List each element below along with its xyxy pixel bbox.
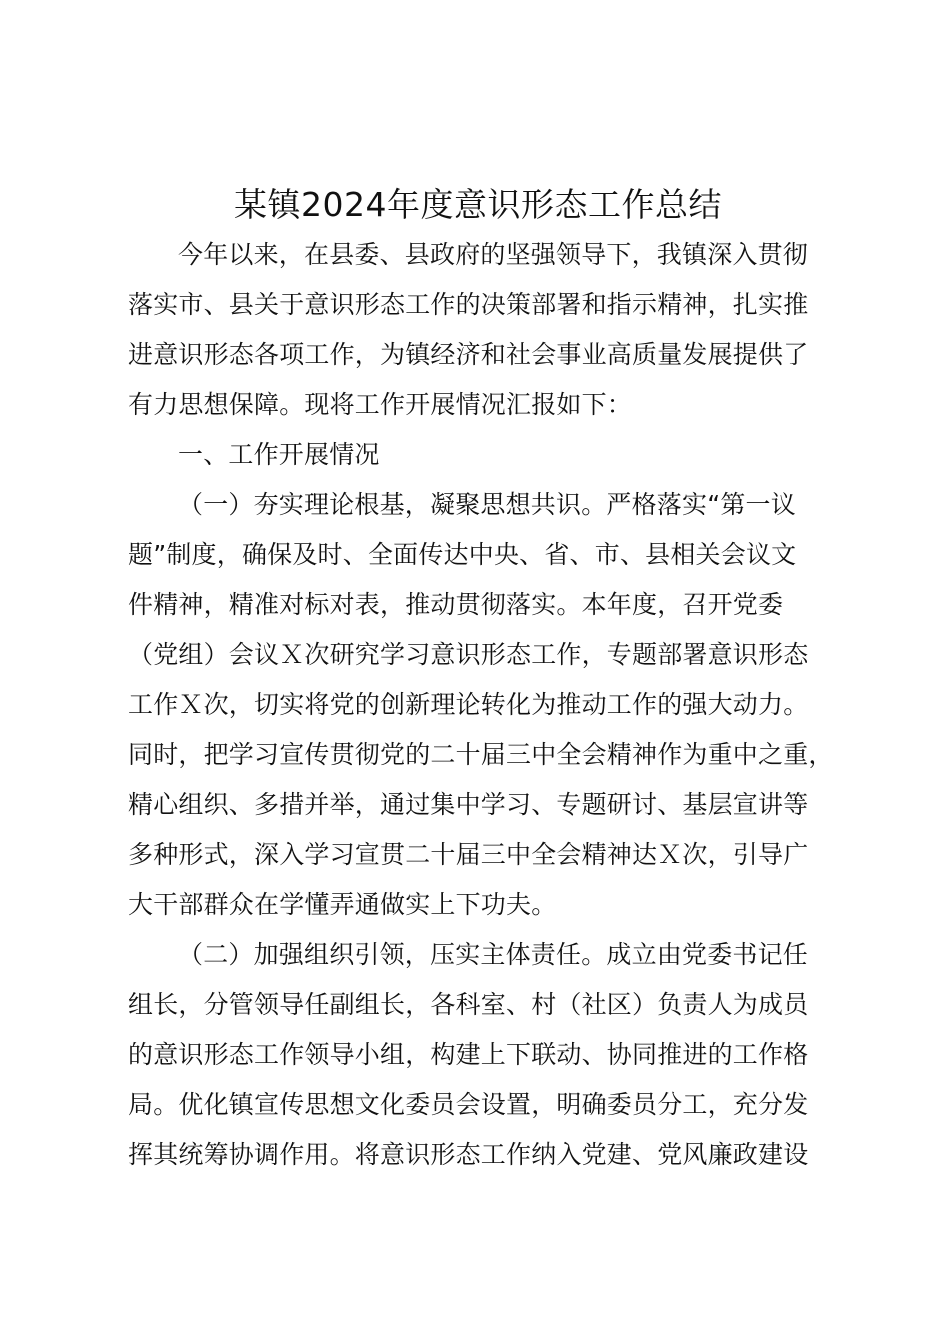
paragraph-1-line-3: 件精神，精准对标对表，推动贯彻落实。本年度，召开党委 <box>128 590 784 619</box>
paragraph-intro-line-4: 有力思想保障。现将工作开展情况汇报如下： <box>128 390 633 419</box>
paragraph-1-line-1: （一）夯实理论根基，凝聚思想共识。严格落实“第一议 <box>178 490 796 519</box>
document-title: 某镇2024年度意识形态工作总结 <box>234 185 722 224</box>
paragraph-intro-line-2: 落实市、县关于意识形态工作的决策部署和指示精神，扎实推 <box>128 290 809 319</box>
paragraph-1-line-4: （党组）会议Ｘ次研究学习意识形态工作，专题部署意识形态 <box>128 640 809 669</box>
paragraph-1-line-7: 精心组织、多措并举，通过集中学习、专题研讨、基层宣讲等 <box>128 790 809 819</box>
paragraph-2-line-5: 挥其统筹协调作用。将意识形态工作纳入党建、党风廉政建设 <box>128 1140 809 1169</box>
paragraph-2-line-3: 的意识形态工作领导小组，构建上下联动、协同推进的工作格 <box>128 1040 809 1069</box>
paragraph-intro-line-3: 进意识形态各项工作，为镇经济和社会事业高质量发展提供了 <box>128 340 809 369</box>
paragraph-1-line-8: 多种形式，深入学习宣贯二十届三中全会精神达Ｘ次，引导广 <box>128 840 809 869</box>
paragraph-1-line-9: 大干部群众在学懂弄通做实上下功夫。 <box>128 890 557 919</box>
paragraph-2-line-1: （二）加强组织引领，压实主体责任。成立由党委书记任 <box>178 940 809 969</box>
paragraph-1-line-5: 工作Ｘ次，切实将党的创新理论转化为推动工作的强大动力。 <box>128 690 809 719</box>
paragraph-intro-line-1: 今年以来，在县委、县政府的坚强领导下，我镇深入贯彻 <box>178 240 809 269</box>
paragraph-2-line-4: 局。优化镇宣传思想文化委员会设置，明确委员分工，充分发 <box>128 1090 809 1119</box>
paragraph-2-line-2: 组长，分管领导任副组长，各科室、村（社区）负责人为成员 <box>128 990 809 1019</box>
paragraph-1-line-6: 同时，把学习宣传贯彻党的二十届三中全会精神作为重中之重， <box>128 740 834 769</box>
section-heading-1: 一、工作开展情况 <box>178 440 380 469</box>
paragraph-1-line-2: 题”制度，确保及时、全面传达中央、省、市、县相关会议文 <box>128 540 797 569</box>
